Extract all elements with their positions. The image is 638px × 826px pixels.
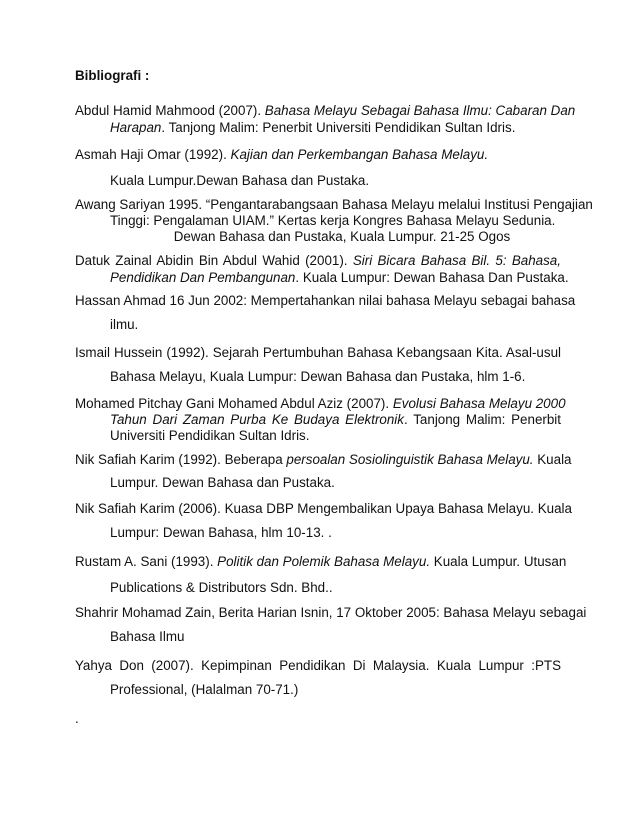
- bib-entry-ismail-line1: Ismail Hussein (1992). Sejarah Pertumbuhan Bahasa Kebangsaan Kita. Asal-usul: [75, 345, 561, 360]
- bib-entry-mohamed-line2: Tahun Dari Zaman Purba Ke Budaya Elektronik. Tanjong Malim: Penerbit: [110, 412, 561, 427]
- bib-entry-abdul-hamid-line1: Abdul Hamid Mahmood (2007). Bahasa Melayu Sebagai Bahasa Ilmu: Cabaran Dan: [75, 103, 576, 118]
- bib-entry-hassan-line1: Hassan Ahmad 16 Jun 2002: Mempertahankan nilai bahasa Melayu sebagai bahasa: [75, 293, 576, 308]
- bib-entry-nik-safiah-2006-line2: Lumpur: Dewan Bahasa, hlm 10-13. .: [110, 525, 332, 540]
- bib-entry-awang-line1: Awang Sariyan 1995. “Pengantarabangsaan Bahasa Melayu melalui Institusi Pengajian: [75, 197, 593, 212]
- bib-entry-yahya-line2: Professional, (Halalman 70-71.): [110, 682, 299, 697]
- bib-entry-yahya-line1: Yahya Don (2007). Kepimpinan Pendidikan Di Malaysia. Kuala Lumpur :PTS: [75, 658, 561, 673]
- bib-entry-abdul-hamid-line2: Harapan. Tanjong Malim: Penerbit Universiti Pendidikan Sultan Idris.: [110, 120, 516, 135]
- bib-entry-mohamed-line1: Mohamed Pitchay Gani Mohamed Abdul Aziz (2007). Evolusi Bahasa Melayu 2000: [75, 396, 566, 411]
- trailing-period: .: [75, 711, 79, 726]
- bib-entry-ismail-line2: Bahasa Melayu, Kuala Lumpur: Dewan Bahasa dan Pustaka, hlm 1-6.: [110, 369, 526, 384]
- bib-entry-nik-safiah-1992-line2: Lumpur. Dewan Bahasa dan Pustaka.: [110, 475, 335, 490]
- bib-entry-awang-line2: Tinggi: Pengalaman UIAM.” Kertas kerja Kongres Bahasa Melayu Sedunia.: [110, 213, 556, 228]
- bib-entry-zainal-line2: Pendidikan Dan Pembangunan. Kuala Lumpur: Dewan Bahasa Dan Pustaka.: [110, 270, 569, 285]
- bib-entry-asmah-line2: Kuala Lumpur.Dewan Bahasa dan Pustaka.: [110, 173, 370, 188]
- bib-entry-rustam-line1: Rustam A. Sani (1993). Politik dan Polemik Bahasa Melayu. Kuala Lumpur. Utusan: [75, 554, 567, 569]
- bib-entry-shahrir-line2: Bahasa Ilmu: [110, 629, 185, 644]
- bib-entry-zainal-line1: Datuk Zainal Abidin Bin Abdul Wahid (2001). Siri Bicara Bahasa Bil. 5: Bahasa,: [75, 253, 561, 268]
- bib-entry-mohamed-line3: Universiti Pendidikan Sultan Idris.: [110, 428, 310, 443]
- page-title: Bibliografi :: [75, 68, 150, 83]
- bib-entry-nik-safiah-1992-line1: Nik Safiah Karim (1992). Beberapa persoalan Sosiolinguistik Bahasa Melayu. Kuala: [75, 452, 572, 467]
- bib-entry-shahrir-line1: Shahrir Mohamad Zain, Berita Harian Isnin, 17 Oktober 2005: Bahasa Melayu sebagai: [75, 605, 587, 620]
- bib-entry-hassan-line2: ilmu.: [110, 317, 139, 332]
- bib-entry-asmah-line1: Asmah Haji Omar (1992). Kajian dan Perkembangan Bahasa Melayu.: [75, 147, 489, 162]
- bib-entry-rustam-line2: Publications & Distributors Sdn. Bhd..: [110, 580, 333, 595]
- bib-entry-awang-line3: Dewan Bahasa dan Pustaka, Kuala Lumpur. 21-25 Ogos: [173, 229, 511, 244]
- bib-entry-nik-safiah-2006-line1: Nik Safiah Karim (2006). Kuasa DBP Mengembalikan Upaya Bahasa Melayu. Kuala: [75, 501, 572, 516]
